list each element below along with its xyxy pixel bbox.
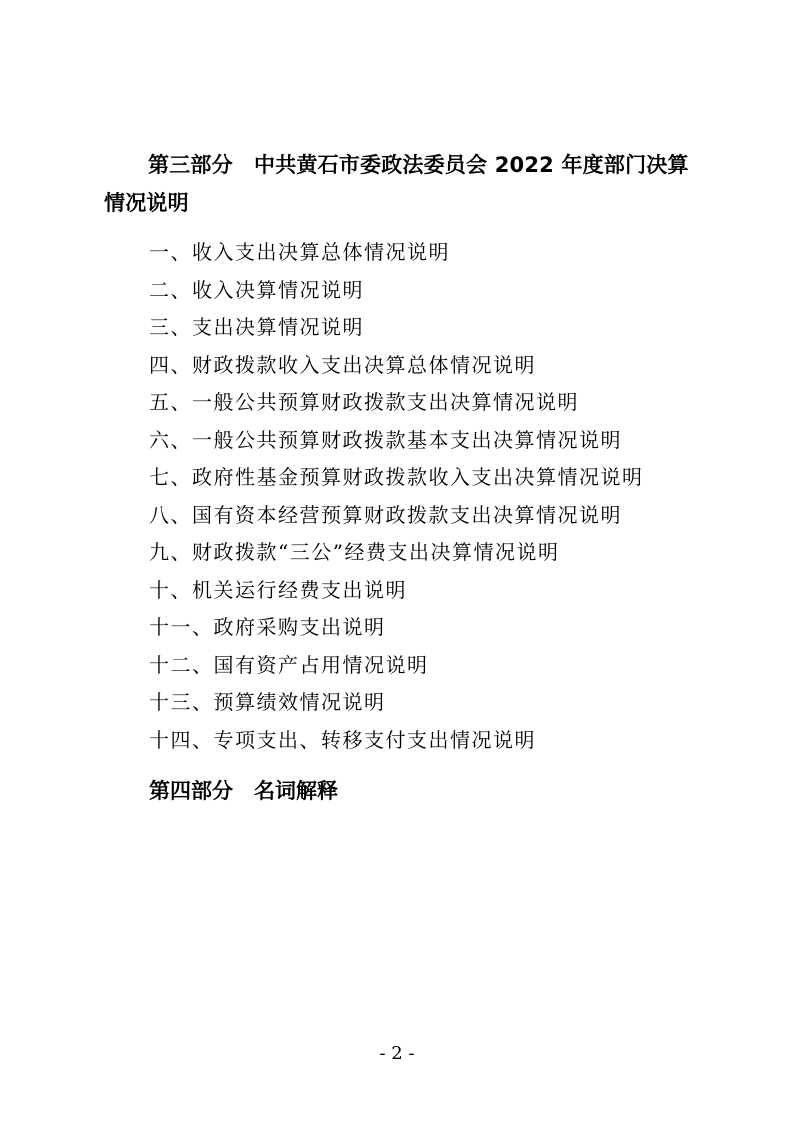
list-item: 七、政府性基金预算财政拨款收入支出决算情况说明 [149, 465, 644, 489]
part3-item-list [149, 234, 644, 759]
list-item: 十、机关运行经费支出说明 [149, 577, 407, 602]
list-item: 十四、专项支出、转移支付支出情况说明 [149, 727, 536, 752]
list-item: 三、支出决算情况说明 [149, 315, 364, 339]
list-item: 十二、国有资产占用情况说明 [149, 652, 429, 677]
part4-heading: 第四部分 名词解释 [149, 779, 338, 803]
list-item: 一、收入支出决算总体情况说明 [149, 240, 450, 264]
list-item: 四、财政拨款收入支出决算总体情况说明 [149, 352, 536, 377]
list-item: 五、一般公共预算财政拨款支出决算情况说明 [149, 390, 579, 414]
page-number: - 2 - [379, 1043, 415, 1064]
list-item: 八、国有资本经营预算财政拨款支出决算情况说明 [149, 502, 622, 527]
part3-heading: 第三部分 中共黄石市委政法委员会 2022 年度部门决算情况说明 [104, 153, 689, 215]
list-item: 十三、预算绩效情况说明 [149, 690, 386, 714]
list-item: 六、一般公共预算财政拨款基本支出决算情况说明 [149, 427, 622, 452]
list-item: 二、收入决算情况说明 [149, 277, 364, 302]
list-item: 九、财政拨款“三公”经费支出决算情况说明 [149, 540, 560, 564]
list-item: 十一、政府采购支出说明 [149, 615, 386, 639]
